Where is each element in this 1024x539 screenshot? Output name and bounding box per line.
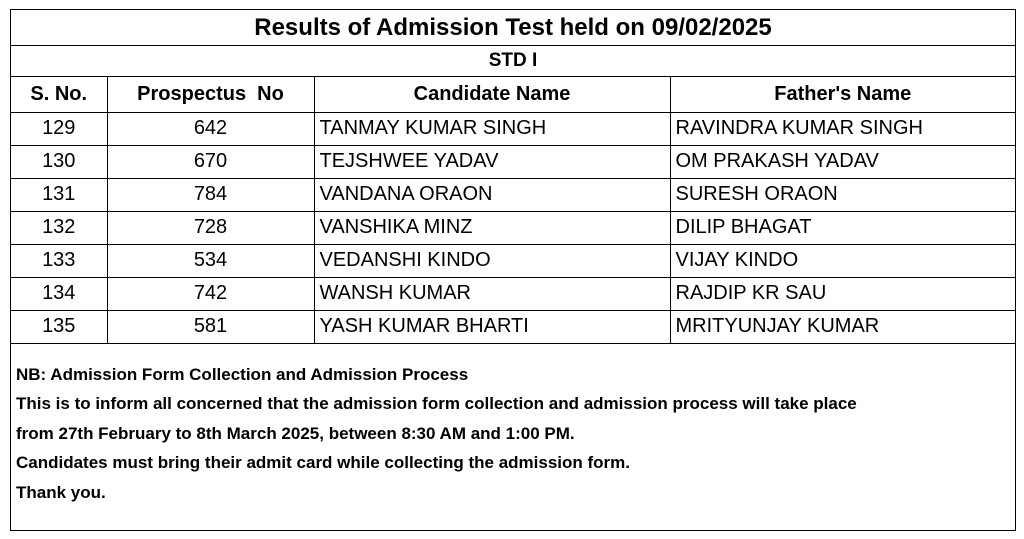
table-row: [11, 211, 1015, 244]
cell-prospectus: 581: [107, 310, 314, 343]
cell-prospectus: 534: [107, 244, 314, 277]
cell-prospectus: 784: [107, 178, 314, 211]
column-header-sno: S. No.: [11, 77, 107, 112]
page-title: Results of Admission Test held on 09/02/2025: [11, 10, 1015, 46]
cell-father: VIJAY KINDO: [670, 244, 1015, 277]
table-row: [11, 145, 1015, 178]
cell-candidate: TEJSHWEE YADAV: [314, 145, 670, 178]
cell-prospectus: 728: [107, 211, 314, 244]
cell-sno: 133: [11, 244, 107, 277]
cell-candidate: VEDANSHI KINDO: [314, 244, 670, 277]
cell-father: SURESH ORAON: [670, 178, 1015, 211]
cell-father: OM PRAKASH YADAV: [670, 145, 1015, 178]
notice-block: [11, 344, 1015, 508]
cell-father: DILIP BHAGAT: [670, 211, 1015, 244]
notice-heading: NB: Admission Form Collection and Admission Process: [16, 364, 469, 384]
table-row: [11, 244, 1015, 277]
cell-sno: 134: [11, 277, 107, 310]
cell-sno: 131: [11, 178, 107, 211]
table-header-row: [11, 77, 1015, 112]
class-label: STD I: [11, 46, 1015, 77]
cell-sno: 135: [11, 310, 107, 343]
cell-father: RAJDIP KR SAU: [670, 277, 1015, 310]
cell-sno: 132: [11, 211, 107, 244]
notice-line: Candidates must bring their admit card while collecting the admission form.: [16, 453, 630, 472]
table-row: [11, 277, 1015, 310]
cell-sno: 129: [11, 112, 107, 145]
column-header-father: Father's Name: [670, 77, 1015, 112]
notice-line: from 27th February to 8th March 2025, between 8:30 AM and 1:00 PM.: [16, 423, 575, 443]
cell-father: RAVINDRA KUMAR SINGH: [670, 112, 1015, 145]
cell-candidate: WANSH KUMAR: [314, 277, 670, 310]
cell-prospectus: 742: [107, 277, 314, 310]
results-sheet: [10, 9, 1016, 531]
notice-line: This is to inform all concerned that the admission form collection and admission process will take place: [16, 394, 857, 413]
cell-prospectus: 670: [107, 145, 314, 178]
cell-candidate: VANDANA ORAON: [314, 178, 670, 211]
table-row: [11, 112, 1015, 145]
cell-candidate: VANSHIKA MINZ: [314, 211, 670, 244]
cell-candidate: YASH KUMAR BHARTI: [314, 310, 670, 343]
notice-closing: Thank you.: [16, 482, 106, 502]
table-row: [11, 310, 1015, 343]
cell-prospectus: 642: [107, 112, 314, 145]
cell-father: MRITYUNJAY KUMAR: [670, 310, 1015, 343]
cell-candidate: TANMAY KUMAR SINGH: [314, 112, 670, 145]
column-header-prospectus: Prospectus No: [107, 77, 314, 112]
results-table: [11, 77, 1015, 344]
table-row: [11, 178, 1015, 211]
column-header-candidate: Candidate Name: [314, 77, 670, 112]
cell-sno: 130: [11, 145, 107, 178]
